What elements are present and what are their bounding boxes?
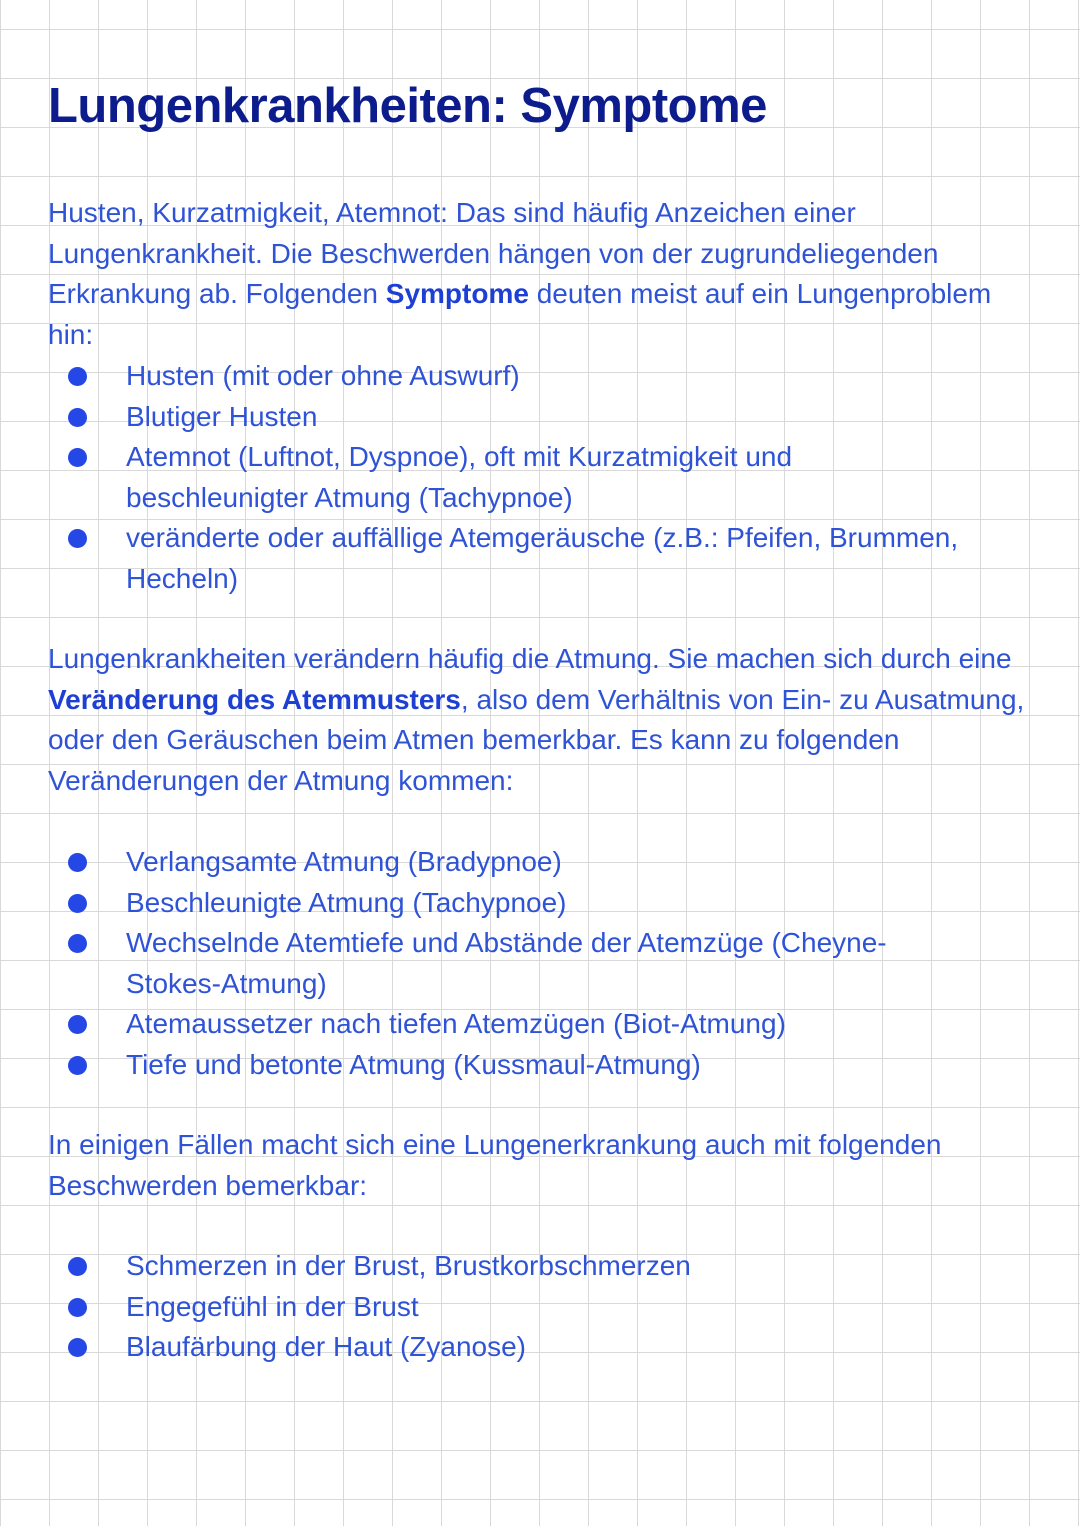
intro-bold-term: Symptome <box>385 278 529 309</box>
list-item: Blutiger Husten <box>48 397 1048 438</box>
bullet-icon <box>68 1298 87 1317</box>
bullet-icon <box>68 408 87 427</box>
bullet-icon <box>68 529 87 548</box>
breathing-list <box>48 842 1048 1085</box>
list-item: Beschleunigte Atmung (Tachypnoe) <box>48 883 1048 924</box>
bullet-icon <box>68 1338 87 1357</box>
breathing-bold-term: Veränderung des Atemmusters <box>48 683 461 715</box>
intro-text-start: Husten, Kurzatmigkeit, Atemnot: Das sind häufig Anzeichen einer Lungenkrankheit. Die Beschwerden hängen von der zugrundeliegenden Erkrankung ab. Folgenden <box>48 197 939 309</box>
bullet-icon <box>68 1015 87 1034</box>
bullet-icon <box>68 1056 87 1075</box>
list-item: Wechselnde Atemtiefe und Abstände der Atemzüge (Cheyne-Stokes-Atmung) <box>48 923 1048 1004</box>
breathing-text-end: , also dem Verhältnis von Ein- zu Ausatmung, oder den Geräuschen beim Atmen bemerkbar. Es kann zu folgenden Veränderungen der Atmung kommen: <box>48 683 1025 796</box>
page-title: Lungenkrankheiten: Symptome <box>48 79 767 133</box>
bullet-icon <box>68 367 87 386</box>
list-item: Tiefe und betonte Atmung (Kussmaul-Atmung) <box>48 1045 1048 1086</box>
list-item: Verlangsamte Atmung (Bradypnoe) <box>48 842 1048 883</box>
other-paragraph: In einigen Fällen macht sich eine Lungenerkrankung auch mit folgenden Beschwerden bemerkbar: <box>48 1129 942 1201</box>
bullet-icon <box>68 448 87 467</box>
list-item: Schmerzen in der Brust, Brustkorbschmerzen <box>48 1246 1048 1287</box>
list-item: veränderte oder auffällige Atemgeräusche (z.B.: Pfeifen, Brummen, Hecheln) <box>48 518 1048 599</box>
breathing-paragraph <box>48 639 1028 801</box>
breathing-text-start: Lungenkrankheiten verändern häufig die Atmung. Sie machen sich durch eine <box>48 643 1012 674</box>
list-item: Blaufärbung der Haut (Zyanose) <box>48 1327 1048 1368</box>
bullet-icon <box>68 894 87 913</box>
symptoms-list <box>48 356 1048 599</box>
intro-text-end: deuten meist auf ein Lungenproblem hin: <box>48 278 992 350</box>
list-item: Husten (mit oder ohne Auswurf) <box>48 356 1048 397</box>
bullet-icon <box>68 1257 87 1276</box>
bullet-icon <box>68 853 87 872</box>
intro-paragraph <box>48 193 1028 355</box>
list-item: Atemaussetzer nach tiefen Atemzügen (Biot-Atmung) <box>48 1004 1048 1045</box>
list-item: Engegefühl in der Brust <box>48 1287 1048 1328</box>
other-list <box>48 1246 1048 1368</box>
bullet-icon <box>68 934 87 953</box>
list-item: Atemnot (Luftnot, Dyspnoe), oft mit Kurzatmigkeit und beschleunigter Atmung (Tachypnoe) <box>48 437 1048 518</box>
